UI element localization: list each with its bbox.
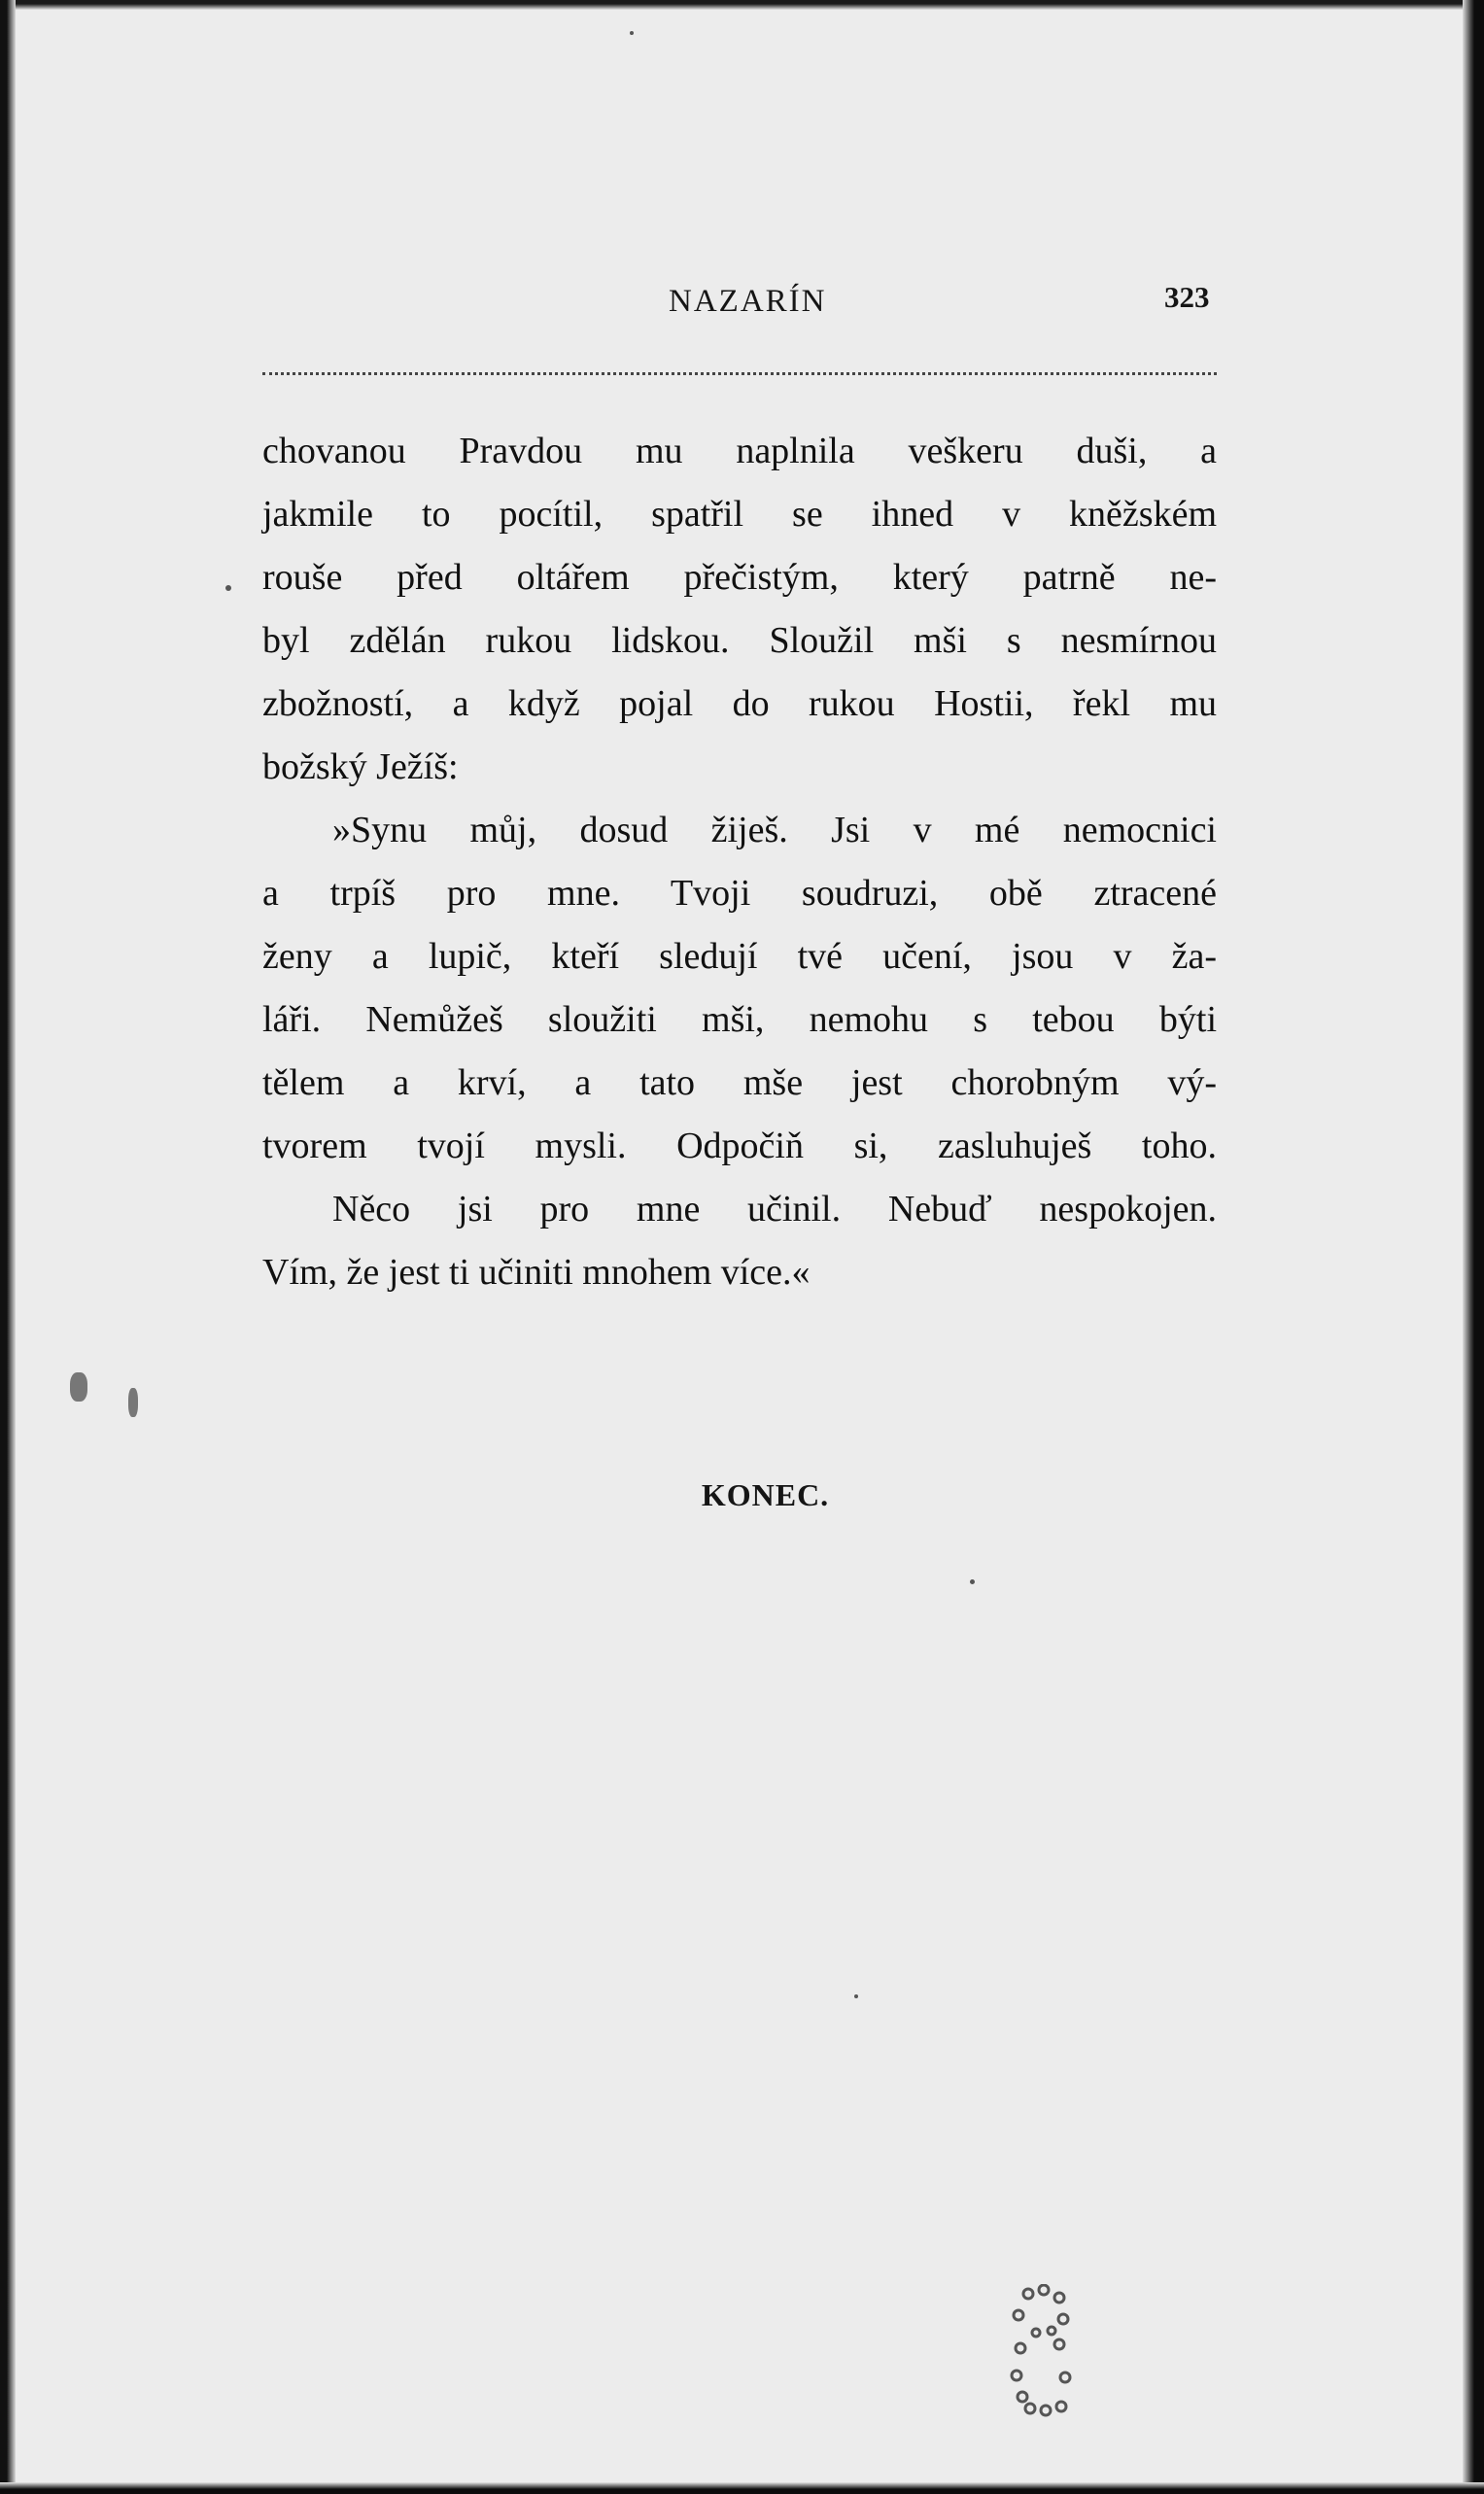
page-number: 323: [1164, 280, 1210, 314]
text-line: byl zdělán rukou lidskou. Sloužil mši s nesmírnou: [262, 620, 1217, 661]
text-line: rouše před oltářem přečistým, který patrně ne-: [262, 557, 1217, 598]
text-line: Vím, že jest ti učiniti mnohem více.«: [262, 1252, 811, 1293]
text-line: zbožností, a když pojal do rukou Hostii, řekl mu: [262, 683, 1217, 724]
header-rule: [262, 372, 1217, 375]
scan-speck: [854, 1994, 858, 1998]
body-text: [262, 420, 1217, 1304]
scan-edge-bottom: [0, 2482, 1484, 2494]
text-line: a trpíš pro mne. Tvoji soudruzi, obě ztracené: [262, 873, 1217, 914]
scan-speck: [225, 585, 231, 591]
scan-edge-left: [0, 0, 16, 2494]
scan-speck: [630, 31, 634, 35]
text-line: láři. Nemůžeš sloužiti mši, nemohu s tebou býti: [262, 999, 1217, 1040]
text-line: Něco jsi pro mne učinil. Nebuď nespokojen.: [332, 1189, 1217, 1230]
scan-edge-top: [0, 0, 1484, 10]
library-stamp-icon: [1001, 2284, 1088, 2430]
text-line: chovanou Pravdou mu naplnila veškeru duši, a: [262, 431, 1217, 471]
text-line: tvorem tvojí mysli. Odpočiň si, zasluhuješ toho.: [262, 1126, 1217, 1166]
running-title: NAZARÍN: [669, 284, 827, 319]
text-line: ženy a lupič, kteří sledují tvé učení, jsou v ža-: [262, 936, 1217, 977]
scan-speck: [970, 1579, 975, 1584]
text-line: jakmile to pocítil, spatřil se ihned v kněžském: [262, 494, 1217, 535]
scan-edge-right: [1463, 0, 1484, 2494]
text-line: božský Ježíš:: [262, 746, 459, 787]
scan-speck: [70, 1372, 87, 1402]
scan-speck: [128, 1388, 138, 1417]
end-mark: KONEC.: [701, 1477, 830, 1512]
text-line: »Synu můj, dosud žiješ. Jsi v mé nemocnici: [332, 810, 1217, 850]
text-line: tělem a krví, a tato mše jest chorobným vý-: [262, 1062, 1217, 1103]
